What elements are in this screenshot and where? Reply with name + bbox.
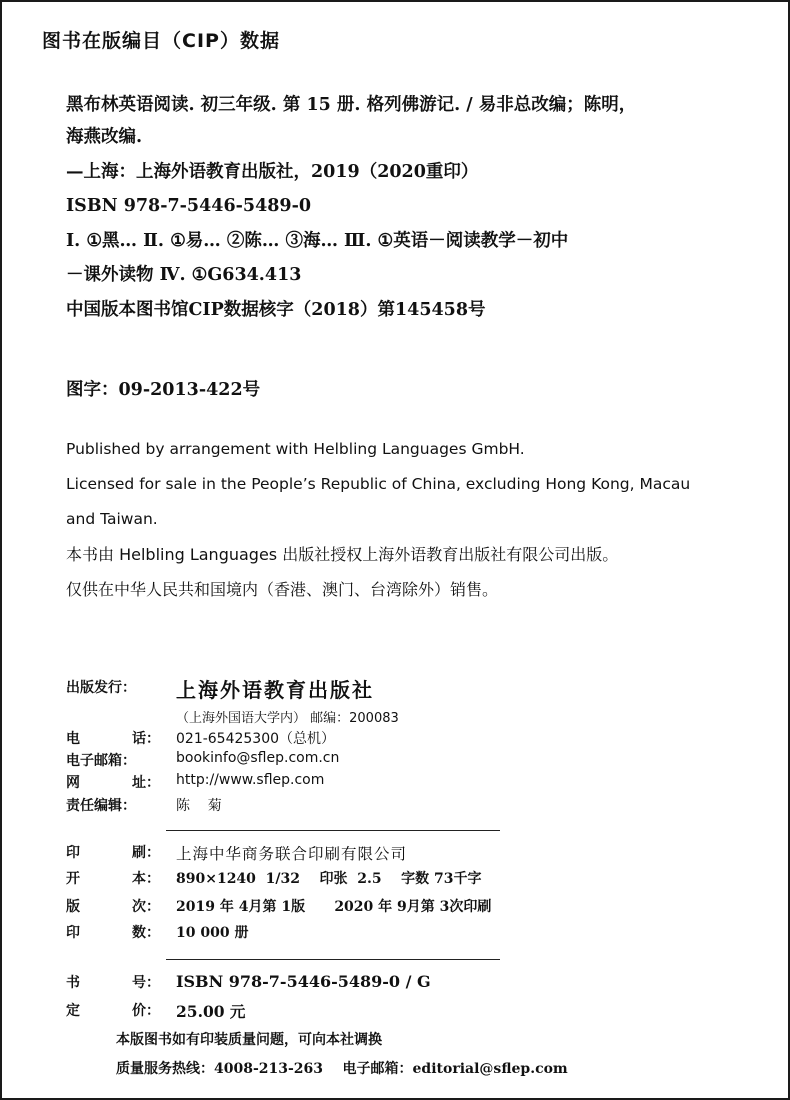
- printing-value: 上海中华商务联合印刷有限公司: [176, 845, 408, 863]
- print-run-value: 10 000 册: [176, 925, 249, 941]
- publication-notice: [66, 432, 766, 607]
- book-number-value: ISBN 978-7-5446-5489-0 / G: [176, 972, 431, 991]
- format-label: 开 本：: [66, 871, 160, 887]
- cip-isbn-line: ISBN 978-7-5446-5489-0: [66, 196, 312, 216]
- cip-heading: 图书在版编目（CIP）数据: [42, 30, 280, 52]
- publisher-name: 上海外语教育出版社: [176, 678, 374, 702]
- cip-data-block: [66, 90, 776, 327]
- divider-line: [166, 959, 500, 960]
- edition-value: 2019 年 4月第 1版 2020 年 9月第 3次印刷: [176, 899, 492, 915]
- email-value: bookinfo@sflep.com.cn: [176, 750, 340, 766]
- cip-line: —上海：上海外语教育出版社，2019（2020重印）: [66, 161, 479, 182]
- cip-line: 黑布林英语阅读. 初三年级. 第 15 册. 格列佛游记. / 易非总改编；陈明，: [66, 95, 637, 115]
- divider-line: [166, 830, 500, 831]
- cip-line: －课外读物 Ⅳ. ①G634.413: [66, 265, 302, 285]
- cip-line: Ⅰ. ①黑… Ⅱ. ①易… ②陈… ③海… Ⅲ. ①英语－阅读教学－初中: [66, 230, 569, 251]
- quality-hotline: 质量服务热线：4008-213-263 电子邮箱：editorial@sflep.com: [116, 1061, 568, 1077]
- book-number-label: 书 号：: [66, 975, 160, 991]
- price-label: 定 价：: [66, 1003, 160, 1019]
- format-value: 890×1240 1/32 印张 2.5 字数 73千字: [176, 871, 482, 887]
- editor-value: 陈 菊: [176, 798, 222, 814]
- chinese-notice-line: 仅供在中华人民共和国境内（香港、澳门、台湾除外）销售。: [66, 580, 499, 599]
- cip-approval-line: 中国版本图书馆CIP数据核字（2018）第145458号: [66, 299, 486, 320]
- chinese-notice-line: 本书由 Helbling Languages 出版社授权上海外语教育出版社有限公司出版。: [66, 545, 619, 564]
- english-notice-line: Published by arrangement with Helbling Languages GmbH.: [66, 440, 525, 458]
- copyright-licence-number: 图字：09-2013-422号: [66, 380, 261, 400]
- website-label: 网 址：: [66, 775, 160, 791]
- editor-label: 责任编辑：: [66, 798, 136, 814]
- english-notice-line: and Taiwan.: [66, 510, 158, 528]
- phone-label: 电 话：: [66, 731, 160, 747]
- print-run-label: 印 数：: [66, 925, 160, 941]
- edition-label: 版 次：: [66, 899, 160, 915]
- cip-line: 海燕改编.: [66, 127, 143, 147]
- publisher-label: 出版发行：: [66, 680, 136, 696]
- price-value: 25.00 元: [176, 1002, 246, 1021]
- english-notice-line: Licensed for sale in the People’s Republic of China, excluding Hong Kong, Macau: [66, 475, 691, 493]
- website-value: http://www.sflep.com: [176, 772, 325, 788]
- printing-label: 印 刷：: [66, 845, 160, 861]
- quality-notice: 本版图书如有印装质量问题，可向本社调换: [116, 1032, 382, 1048]
- publisher-address: （上海外国语大学内） 邮编：200083: [176, 711, 399, 726]
- phone-value: 021-65425300（总机）: [176, 731, 336, 747]
- email-label: 电子邮箱：: [66, 753, 136, 769]
